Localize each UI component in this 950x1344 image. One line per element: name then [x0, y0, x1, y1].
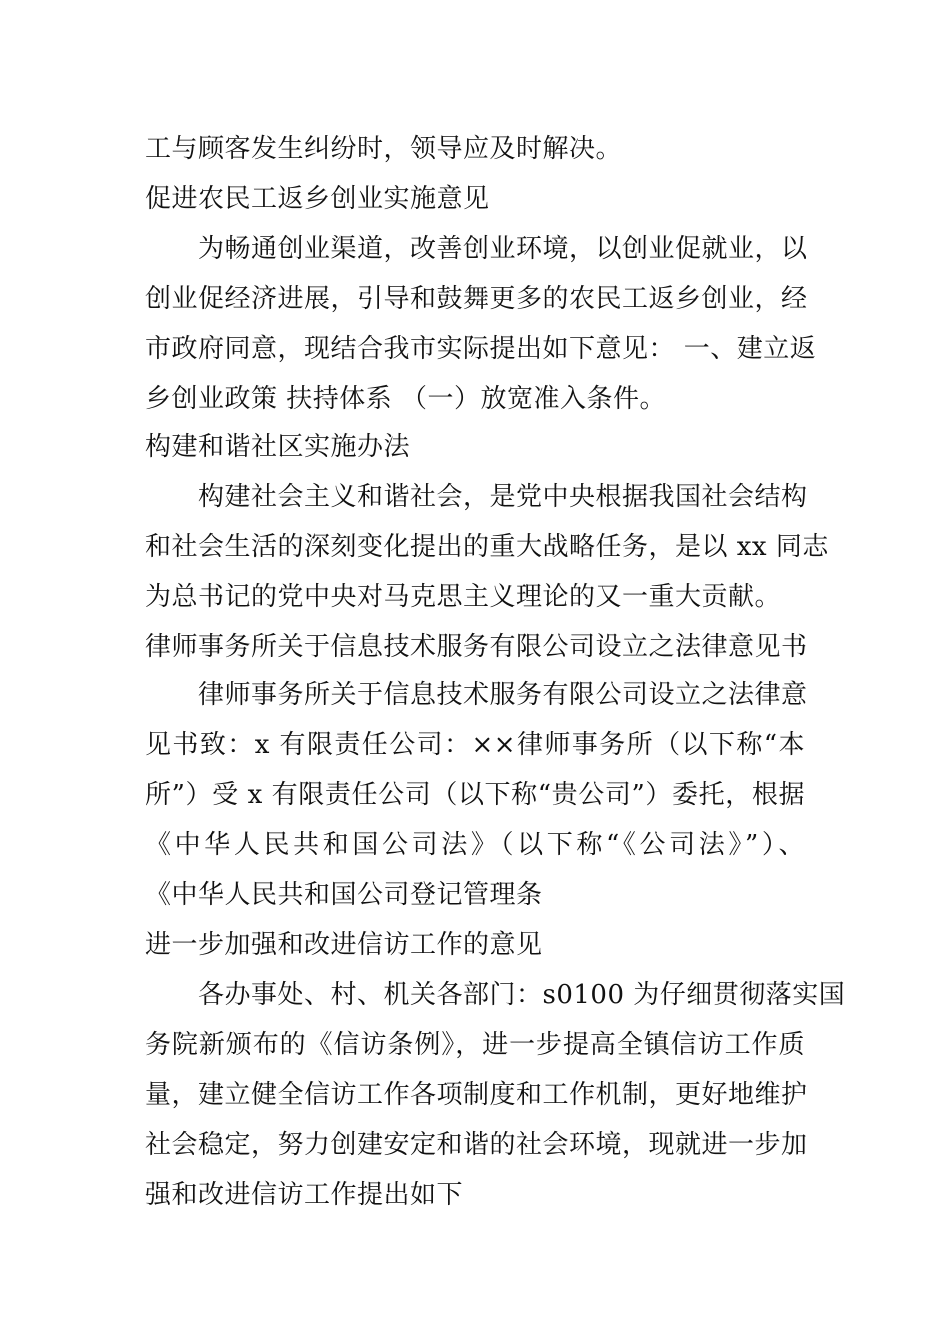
paragraph-line: 为畅通创业渠道，改善创业环境，以创业促就业，以: [198, 234, 808, 264]
paragraph-line: 律师事务所关于信息技术服务有限公司设立之法律意: [198, 680, 808, 710]
paragraph-line: 所”）受 x 有限责任公司（以下称“贵公司”）委托，根据: [145, 780, 805, 810]
paragraph-line: 构建社会主义和谐社会，是党中央根据我国社会结构: [198, 482, 808, 512]
paragraph-line: 乡创业政策 扶持体系 （一）放宽准入条件。: [145, 384, 667, 414]
paragraph-line: 为总书记的党中央对马克思主义理论的又一重大贡献。: [145, 582, 782, 612]
paragraph-line: 《中华人民共和国公司法》（以下称“《公司法》”）、: [145, 830, 805, 860]
paragraph-line: 务院新颁布的《信访条例》，进一步提高全镇信访工作质: [145, 1030, 805, 1060]
paragraph-line: 见书致：x 有限责任公司：××律师事务所（以下称“本: [145, 730, 805, 760]
paragraph-line: 《中华人民共和国公司登记管理条: [145, 880, 543, 910]
paragraph-line: 市政府同意，现结合我市实际提出如下意见： 一、建立返: [145, 334, 817, 364]
section-title: 构建和谐社区实施办法: [145, 432, 411, 462]
paragraph-line: 工与顾客发生纠纷时，领导应及时解决。: [145, 134, 623, 164]
paragraph-line: 量，建立健全信访工作各项制度和工作机制，更好地维护: [145, 1080, 808, 1110]
paragraph-line: 和社会生活的深刻变化提出的重大战略任务，是以 xx 同志: [145, 532, 829, 562]
section-title: 律师事务所关于信息技术服务有限公司设立之法律意见书: [145, 632, 808, 662]
paragraph-line: 强和改进信访工作提出如下: [145, 1180, 464, 1210]
paragraph-line: 社会稳定，努力创建安定和谐的社会环境，现就进一步加: [145, 1130, 808, 1160]
paragraph-line: 创业促经济进展，引导和鼓舞更多的农民工返乡创业，经: [145, 284, 808, 314]
section-title: 进一步加强和改进信访工作的意见: [145, 930, 543, 960]
section-title: 促进农民工返乡创业实施意见: [145, 184, 490, 214]
paragraph-line: 各办事处、村、机关各部门：s0100 为仔细贯彻落实国: [198, 980, 846, 1010]
